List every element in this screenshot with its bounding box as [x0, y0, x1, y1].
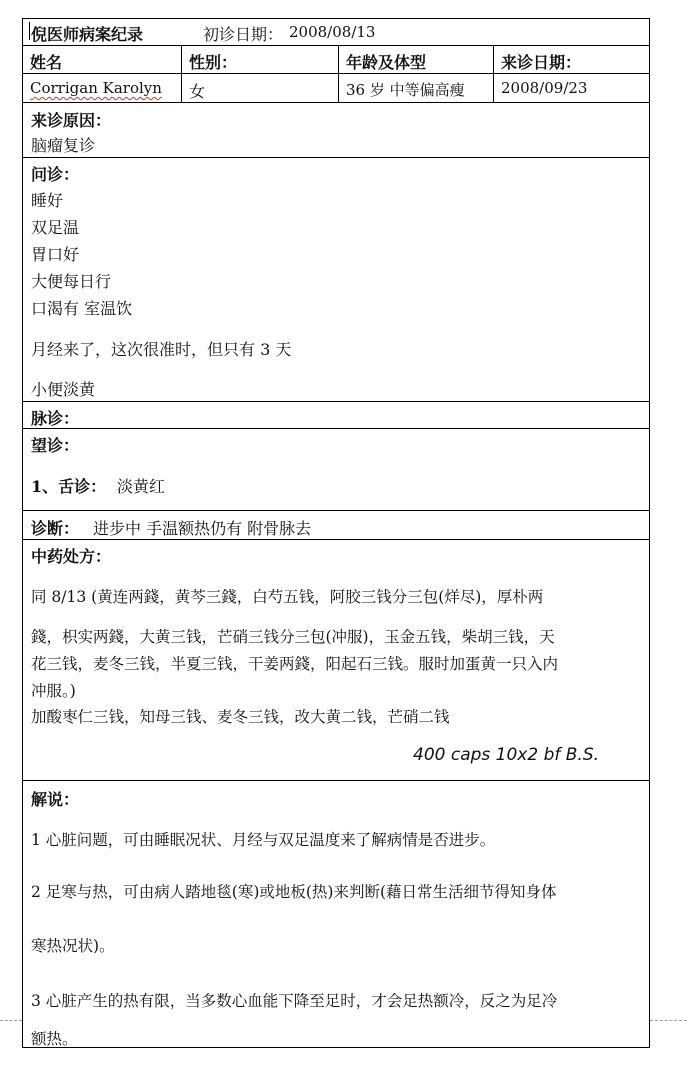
explanation-line: 1 心脏问题，可由睡眠况状、月经与双足温度来了解病情是否进步。: [31, 831, 496, 849]
page-break-line: [650, 1020, 687, 1021]
patient-name: Corrigan Karolyn: [30, 79, 162, 97]
patient-gender: 女: [189, 82, 206, 101]
inquiry-line: 双足温: [31, 218, 80, 237]
patient-value-row: [23, 74, 649, 103]
inquiry-line: 月经来了，这次很准时，但只有 3 天: [31, 340, 292, 359]
visit-label: 来诊日期：: [501, 53, 582, 72]
record-header: [23, 19, 649, 46]
patient-age-build: 36 岁 中等偏高瘦: [346, 81, 465, 99]
prescription-section: [23, 540, 649, 781]
prescription-line: 加酸枣仁三钱，知母三钱、麦冬三钱，改大黄二钱，芒硝二钱: [31, 708, 450, 726]
prescription-line: 花三钱，麦冬三钱，半夏三钱，干姜两錢，阳起石三钱。服时加蛋黄一只入内: [31, 655, 559, 673]
explanation-label: 解说：: [31, 790, 80, 809]
name-label: 姓名: [30, 53, 63, 72]
record-title: 倪医师病案纪录: [31, 25, 144, 44]
patient-label-row: [23, 46, 649, 74]
reason-section: [23, 103, 649, 158]
inquiry-line: 口渴有 室温饮: [31, 299, 133, 318]
explanation-line: 3 心脏产生的热有限，当多数心血能下降至足时，才会足热额冷，反之为足冷: [31, 992, 558, 1010]
prescription-line: 同 8/13 (黄连两錢，黄芩三錢，白芍五钱，阿胶三钱分三包(烊尽)，厚朴两: [31, 588, 544, 606]
diagnosis-label: 诊断：: [31, 519, 80, 538]
first-visit-label: 初诊日期：: [203, 25, 284, 44]
page-break-line: [0, 1020, 22, 1021]
reason-text: 脑瘤复诊: [31, 136, 96, 155]
medical-record-form: [22, 18, 650, 1048]
tongue-value: 淡黄红: [117, 477, 166, 496]
diagnosis-text: 进步中 手温额热仍有 附骨脉去: [93, 519, 312, 538]
prescription-line: 冲服。): [31, 682, 76, 700]
inquiry-label: 问诊：: [31, 165, 80, 184]
inquiry-line: 大便每日行: [31, 272, 112, 291]
first-visit-date: 2008/08/13: [289, 23, 376, 41]
inquiry-line: 睡好: [31, 191, 64, 210]
text-cursor: [29, 22, 30, 40]
inquiry-section: [23, 158, 649, 402]
observation-label: 望诊：: [31, 436, 80, 455]
explanation-line: 额热。: [31, 1030, 78, 1048]
age-label: 年龄及体型: [346, 53, 427, 72]
reason-label: 来诊原因：: [31, 111, 112, 130]
tongue-label: 1、舌诊：: [31, 477, 107, 496]
gender-label: 性别：: [189, 53, 238, 72]
inquiry-line: 胃口好: [31, 245, 80, 264]
explanation-line: 2 足寒与热，可由病人踏地毯(寒)或地板(热)来判断(藉日常生活细节得知身体: [31, 883, 557, 901]
pulse-section: [23, 402, 649, 429]
explanation-section: [23, 781, 649, 1071]
visit-date: 2008/09/23: [501, 79, 588, 97]
prescription-label: 中药处方：: [31, 547, 112, 566]
inquiry-line: 小便淡黄: [31, 380, 96, 399]
diagnosis-section: [23, 511, 649, 540]
prescription-line: 錢，枳实两錢，大黄三钱，芒硝三钱分三包(冲服)，玉金五钱，柴胡三钱，天: [31, 628, 555, 646]
observation-section: [23, 429, 649, 511]
explanation-line: 寒热况状)。: [31, 937, 115, 955]
pulse-label: 脉诊：: [31, 409, 80, 428]
handwritten-dosage-note: 400 caps 10x2 bf B.S.: [413, 745, 600, 765]
